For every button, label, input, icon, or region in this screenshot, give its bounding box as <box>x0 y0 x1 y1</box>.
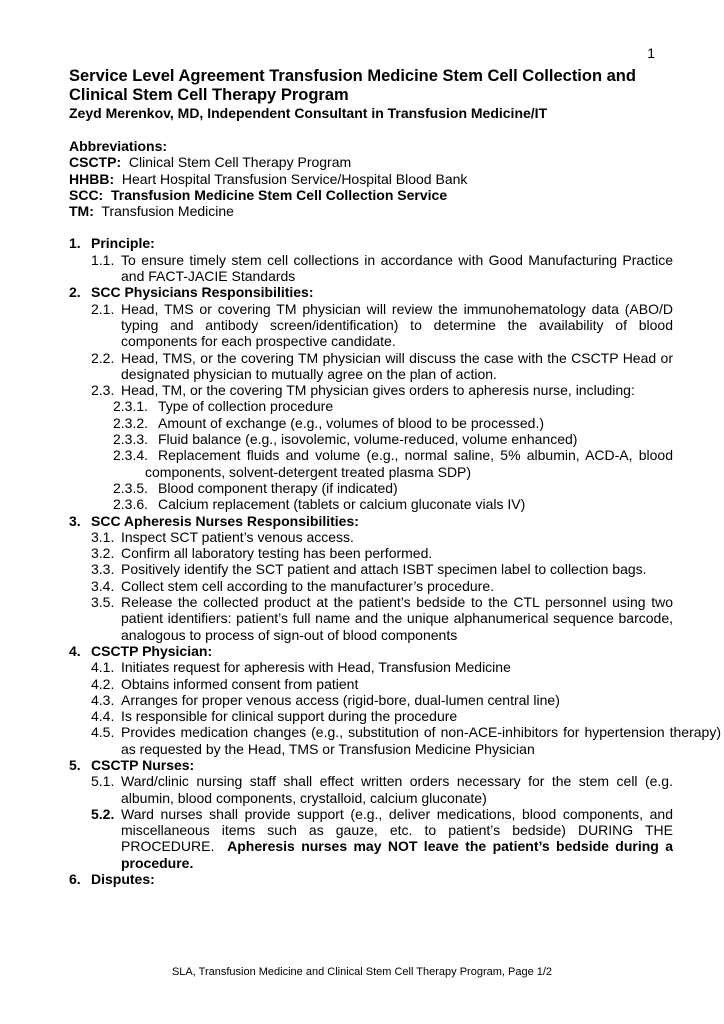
section-scc-apheresis-nurses <box>69 513 673 643</box>
document-body <box>69 67 721 888</box>
sub-list-item: 2.3.4. Replacement fluids and volume (e.g., normal saline, 5% albumin, ACD-A, blood components, solvent-detergent treated plasma SDP) <box>113 447 673 480</box>
page-footer: SLA, Transfusion Medicine and Clinical Stem Cell Therapy Program, Page 1/2 <box>171 966 553 978</box>
section-heading: 5. CSCTP Nurses: <box>69 756 195 773</box>
list-item: 3.3. Positively identify the SCT patient and attach ISBT specimen label to collection bags. <box>91 561 647 578</box>
document-title: Service Level Agreement Transfusion Medicine Stem Cell Collection and Clinical Stem Cell Therapy Program <box>69 67 636 104</box>
sub-list-item: 2.3.3. Fluid balance (e.g., isovolemic, volume-reduced, volume enhanced) <box>113 431 578 448</box>
section-csctp-physician <box>69 642 721 757</box>
abbreviation-value: Transfusion Medicine Stem Cell Collection Service <box>111 186 448 203</box>
abbreviation-value: Clinical Stem Cell Therapy Program <box>128 154 352 171</box>
abbreviation-item <box>69 171 673 187</box>
abbreviation-key: TM: <box>69 203 94 220</box>
abbreviations-heading: Abbreviations: <box>69 138 168 154</box>
section-csctp-nurses <box>69 757 673 871</box>
item-text: Ward nurses shall provide support (e.g., deliver medications, blood components, and miscellaneous items such as gauze, etc. to patient’s bedside) DURING THE PROCEDURE. <box>121 805 673 855</box>
list-item: 4.4. Is responsible for clinical support during the procedure <box>91 708 458 725</box>
list-item: 3.5. Release the collected product at the patient’s bedside to the CTL personnel using two patient identifiers: patient’s full name and the unique alphanumerical sequence barcode, analogous to process of sign-out of blood components <box>91 594 673 643</box>
list-item: 2.1. Head, TMS or covering TM physician will review the immunohematology data (ABO/D typing and antibody screen/identification) to determine the availability of blood components for each prospective candidate. <box>91 300 673 350</box>
section-disputes <box>69 871 673 887</box>
abbreviation-key: HHBB: <box>69 170 115 187</box>
sub-list-item: 2.3.5. Blood component therapy (if indicated) <box>113 479 398 496</box>
abbreviation-item <box>69 187 673 203</box>
sub-list-item: 2.3.1. Type of collection procedure <box>113 398 334 415</box>
list-item: 4.5. Provides medication changes (e.g., substitution of non-ACE-inhibitors for hypertension therapy) as requested by the Head, TMS or Transfusion Medicine Physician <box>91 724 721 757</box>
section-heading: 2. SCC Physicians Responsibilities: <box>69 284 314 301</box>
section-heading: 6. Disputes: <box>69 871 155 888</box>
section-principle <box>69 235 673 284</box>
list-item: 4.1. Initiates request for apheresis with Head, Transfusion Medicine <box>91 659 511 676</box>
list-item: 5.1. Ward/clinic nursing staff shall effect written orders necessary for the stem cell (e.g. albumin, blood components, crystalloid, calcium gluconate) <box>91 773 673 806</box>
list-item: 3.2. Confirm all laboratory testing has been performed. <box>91 545 433 562</box>
abbreviation-item <box>69 154 673 170</box>
list-item: 4.3. Arranges for proper venous access (rigid-bore, dual-lumen central line) <box>91 691 560 708</box>
abbreviation-key: CSCTP: <box>69 154 122 171</box>
list-item: 4.2. Obtains informed consent from patient <box>91 675 359 692</box>
sub-list-item: 2.3.6. Calcium replacement (tablets or calcium gluconate vials IV) <box>113 496 526 513</box>
abbreviations-block <box>69 138 673 219</box>
abbreviation-key: SCC: <box>69 186 104 203</box>
document-author: Zeyd Merenkov, MD, Independent Consultant in Transfusion Medicine/IT <box>69 105 548 121</box>
section-scc-physicians <box>69 284 673 512</box>
list-item: 2.2. Head, TMS, or the covering TM physician will discuss the case with the CSCTP Head or designated physician to mutually agree on the plan of action. <box>91 349 673 382</box>
section-heading: 3. SCC Apheresis Nurses Responsibilities: <box>69 512 359 529</box>
list-item: 3.4. Collect stem cell according to the manufacturer’s procedure. <box>91 577 494 594</box>
item-emphasis: Apheresis nurses may NOT leave the patient’s bedside during a procedure. <box>121 838 674 871</box>
abbreviation-item <box>69 203 673 219</box>
section-heading: 1. Principle: <box>69 235 155 252</box>
list-item: 3.1. Inspect SCT patient’s venous access. <box>91 528 354 545</box>
page-number: 1 <box>647 45 655 61</box>
abbreviation-value: Heart Hospital Transfusion Service/Hospital Blood Bank <box>121 170 468 187</box>
abbreviation-value: Transfusion Medicine <box>101 203 234 220</box>
list-item: 1.1. To ensure timely stem cell collections in accordance with Good Manufacturing Practice and FACT-JACIE Standards <box>91 251 673 285</box>
list-item: 5.2. Ward nurses shall provide support (e.g., deliver medications, blood components, and miscellaneous items such as gauze, etc. to patient’s bedside) DURING THE PROCEDURE. Apheresis nurses may NOT leave the patient’s bedside during a procedure. <box>91 805 674 871</box>
sub-list-item: 2.3.2. Amount of exchange (e.g., volumes of blood to be processed.) <box>113 414 545 431</box>
section-heading: 4. CSCTP Physician: <box>69 642 213 659</box>
list-item: 2.3. Head, TM, or the covering TM physician gives orders to apheresis nurse, including: <box>91 382 635 399</box>
